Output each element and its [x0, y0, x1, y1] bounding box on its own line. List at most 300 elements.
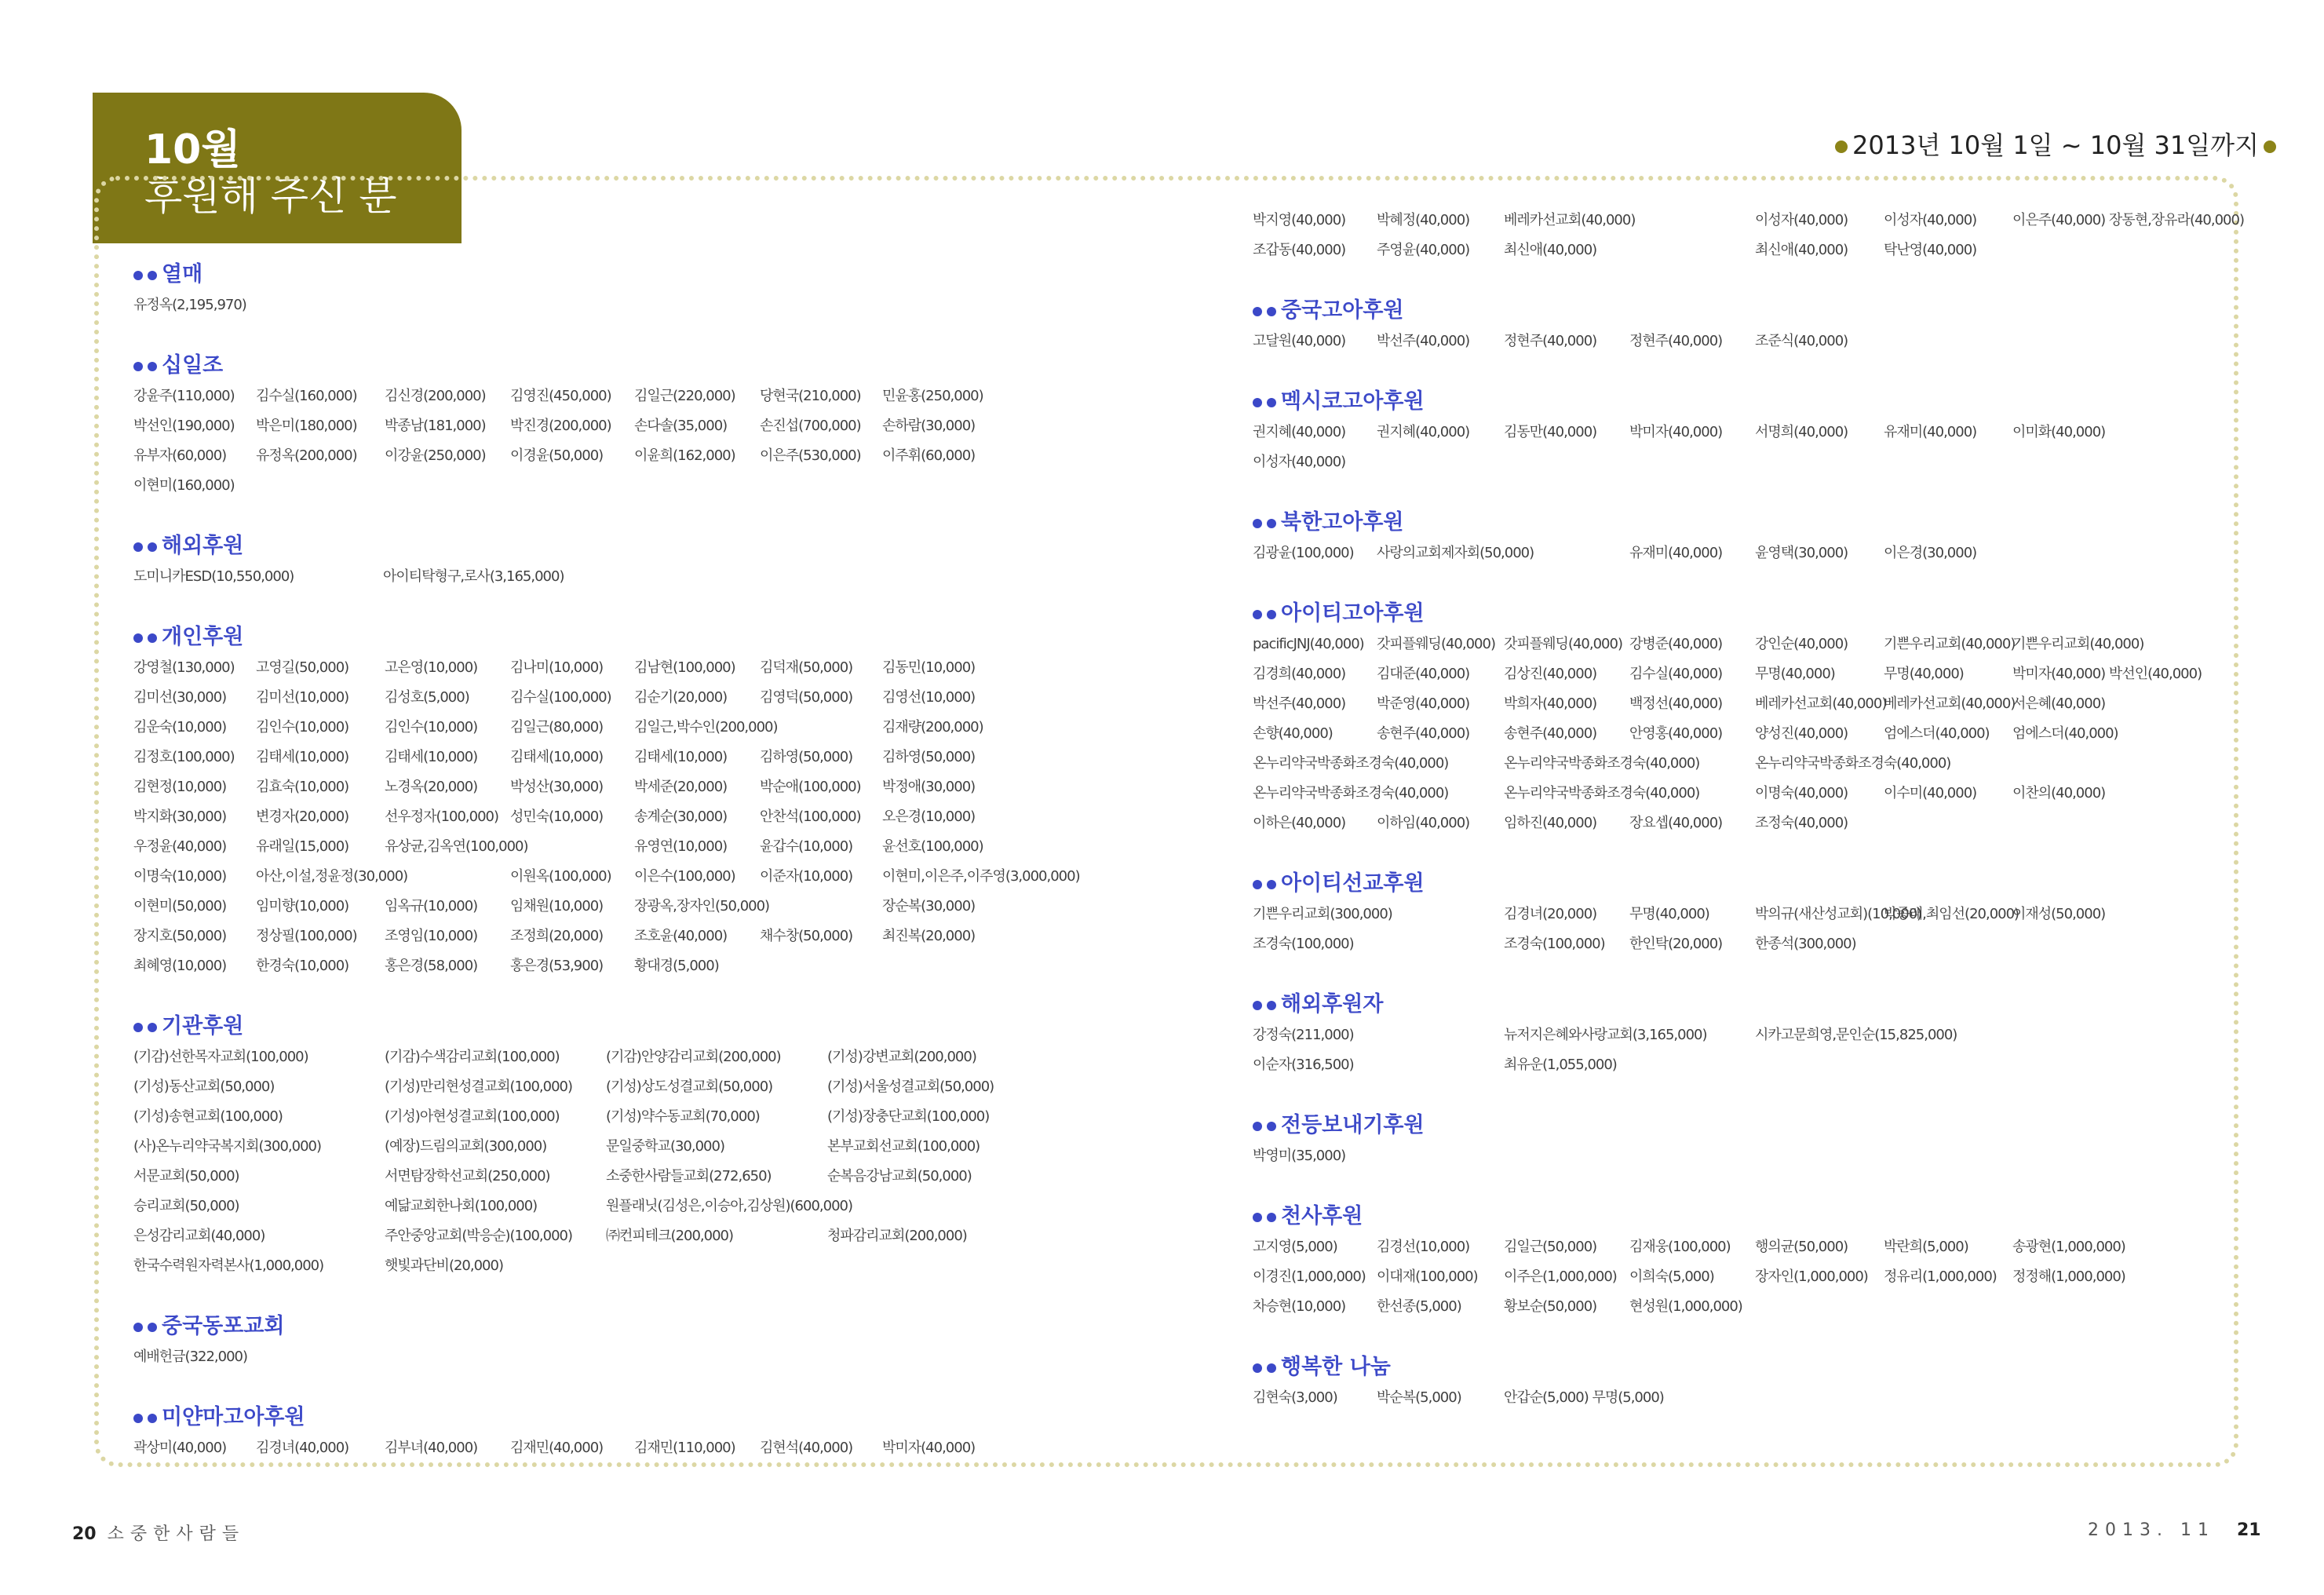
donor-entry: 김인수(10,000) — [385, 719, 478, 735]
donor-entry: 기쁜우리교회(300,000) — [1253, 906, 1392, 922]
donor-entry: (기성)장충단교회(100,000) — [827, 1108, 990, 1125]
section-title: 십일조 — [162, 353, 224, 378]
donor-entry: 아산,이설,정윤정(30,000) — [256, 868, 408, 885]
donor-list — [133, 1433, 1185, 1463]
donor-entry: 김수실(160,000) — [256, 388, 357, 404]
bullet-icon — [133, 1414, 143, 1423]
bullet-icon — [133, 1023, 143, 1032]
donor-entry: 갓피플웨딩(40,000) — [1504, 636, 1622, 652]
donor-entry: 이주은(1,000,000) — [1504, 1268, 1617, 1285]
donor-entry: 최진복(20,000) — [882, 928, 976, 944]
bullet-icon — [1267, 610, 1276, 619]
donor-entry — [882, 951, 1031, 981]
donor-entry: 한국수력원자력본사(1,000,000) — [133, 1257, 324, 1274]
donor-list — [1253, 1383, 2226, 1413]
donor-entry: 임채원(10,000) — [510, 898, 604, 914]
donor-entry — [1377, 1020, 1504, 1050]
donor-entry: 한경숙(10,000) — [256, 958, 349, 974]
donor-entry — [1884, 929, 2012, 959]
donor-entry: 갓피플웨딩(40,000) — [1377, 636, 1495, 652]
section-haiti-orphan — [1253, 598, 2226, 838]
donor-entry: 유정옥(2,195,970) — [133, 297, 246, 313]
donor-entry: 햇빛과단비(20,000) — [385, 1257, 503, 1274]
donor-entry: 이명숙(40,000) — [1755, 785, 1848, 801]
donor-entry: 탁난영(40,000) — [1884, 242, 1977, 258]
title-sub: 후원해 주신 분 — [144, 173, 397, 219]
section-title: 아이티고아후원 — [1281, 601, 1425, 626]
bullet-icon — [1267, 307, 1276, 316]
donor-entry: 박세준(20,000) — [634, 779, 728, 795]
donor-entry: 김재민(40,000) — [510, 1440, 604, 1456]
donor-entry: 조갑동(40,000) — [1253, 242, 1346, 258]
donor-entry: 임하진(40,000) — [1504, 815, 1597, 831]
donor-entry — [827, 1251, 1063, 1281]
donor-entry: 김일근(220,000) — [634, 388, 735, 404]
section-tithe — [133, 350, 1185, 501]
donor-list — [133, 562, 1185, 592]
donor-entry: 이찬의(40,000) — [2012, 785, 2106, 801]
donor-entry — [1884, 1050, 2012, 1080]
donor-entry — [1884, 447, 2012, 477]
donor-entry: 이은경(30,000) — [1884, 545, 1977, 561]
donor-entry: 유재미(40,000) — [1884, 424, 1977, 440]
bullet-icon — [148, 633, 157, 643]
donor-entry: 박영미(35,000) — [1253, 1148, 1346, 1164]
donor-entry: 김정호(100,000) — [133, 749, 235, 765]
donor-entry: 베레카선교회(40,000) — [1755, 695, 1887, 712]
section-china-orphan — [1253, 295, 2226, 356]
footer-left — [72, 1520, 245, 1545]
donor-entry — [1629, 1050, 1755, 1080]
donor-entry: 이명숙(10,000) — [133, 868, 227, 885]
donor-entry: 엄에스더(40,000) — [2012, 725, 2118, 742]
donor-entry: 김현석(40,000) — [760, 1440, 853, 1456]
donor-entry: 베레카선교회(40,000) — [1504, 212, 1636, 228]
donor-list — [1253, 538, 2226, 568]
donor-entry — [1629, 447, 1755, 477]
donor-entry: 윤영택(30,000) — [1755, 545, 1848, 561]
donor-entry — [1629, 206, 1755, 235]
donor-entry: 유래일(15,000) — [256, 838, 349, 855]
donor-entry — [1629, 749, 1755, 779]
donor-entry: 김운숙(10,000) — [133, 719, 227, 735]
bullet-icon — [1253, 398, 1262, 407]
donor-entry: 박순애(100,000) — [760, 779, 861, 795]
donor-entry: 김재량(200,000) — [882, 719, 983, 735]
donor-entry: 정유리(1,000,000) — [1884, 1268, 1997, 1285]
donor-entry: 정현주(40,000) — [1504, 333, 1597, 349]
bullet-icon — [1267, 519, 1276, 528]
section-title: 해외후원자 — [1281, 992, 1384, 1016]
donor-entry — [606, 1251, 827, 1281]
donor-entry: 안영홍(40,000) — [1629, 725, 1723, 742]
donor-entry: 서문교회(50,000) — [133, 1168, 239, 1184]
donor-entry: 행의균(50,000) — [1755, 1239, 1848, 1255]
donor-entry: 조경숙(100,000) — [1504, 936, 1605, 952]
donor-entry: 정상필(100,000) — [256, 928, 357, 944]
donor-entry: 박정애(30,000) — [882, 779, 976, 795]
donor-entry: 박선주(40,000) — [1253, 695, 1346, 712]
donor-entry: (기감)수색감리교회(100,000) — [385, 1049, 560, 1065]
donor-entry — [1884, 1383, 2012, 1413]
donor-entry: 정현주(40,000) — [1629, 333, 1723, 349]
bullet-icon — [133, 362, 143, 371]
donor-entry: 온누리약국박종화조경숙(40,000) — [1504, 785, 1700, 801]
donor-entry: 한선종(5,000) — [1377, 1298, 1461, 1315]
donor-entry: 강정숙(211,000) — [1253, 1027, 1354, 1043]
donor-entry — [1377, 929, 1504, 959]
donor-list — [133, 1042, 1185, 1281]
donor-entry — [1504, 538, 1629, 568]
donor-entry: 노경옥(20,000) — [385, 779, 478, 795]
donor-entry: 이원옥(100,000) — [510, 868, 611, 885]
donor-entry: 김대준(40,000) — [1377, 666, 1470, 682]
donor-entry: 조정희(20,000) — [510, 928, 604, 944]
section-title: 중국동포교회 — [162, 1314, 285, 1338]
donor-entry: 이경윤(50,000) — [510, 447, 604, 464]
donor-entry: 이성자(40,000) — [1253, 454, 1346, 470]
donor-entry: 뉴저지은혜와사랑교회(3,165,000) — [1504, 1027, 1707, 1043]
donor-entry — [1884, 327, 2012, 356]
donor-list — [133, 381, 1185, 501]
donor-entry: 김하영(50,000) — [882, 749, 976, 765]
donor-entry: 김동민(10,000) — [882, 659, 976, 676]
bullet-icon — [133, 271, 143, 280]
donor-entry — [1629, 235, 1755, 265]
donor-list — [1253, 327, 2226, 356]
donor-entry — [1629, 1020, 1755, 1050]
donor-entry: 이하은(40,000) — [1253, 815, 1346, 831]
title-month: 10월 — [144, 126, 241, 173]
donor-entry: 유부자(60,000) — [133, 447, 227, 464]
donor-entry: 엄에스더(40,000) — [1884, 725, 1990, 742]
donor-entry: 김수실(100,000) — [510, 689, 611, 706]
donor-entry: 박선주(40,000) — [1377, 333, 1470, 349]
donor-entry — [1884, 808, 2012, 838]
bullet-icon — [1253, 610, 1262, 619]
donor-entry: 박준영(40,000) — [1377, 695, 1470, 712]
section-title: 아이티선교후원 — [1281, 871, 1425, 896]
donor-entry: (예장)드림의교회(300,000) — [385, 1138, 547, 1155]
donor-entry: 유영연(10,000) — [634, 838, 728, 855]
donor-entry: 박진경(200,000) — [510, 418, 611, 434]
donor-entry: 박미자(40,000) — [1629, 424, 1723, 440]
donor-entry: 김덕재(50,000) — [760, 659, 853, 676]
donor-entry: 이은수(100,000) — [634, 868, 735, 885]
donor-entry: 박란희(5,000) — [1884, 1239, 1968, 1255]
section-title: 미얀마고아후원 — [162, 1405, 305, 1429]
donor-entry — [1629, 779, 1755, 808]
donor-entry: 박희자(40,000) — [1504, 695, 1597, 712]
donor-entry: 김미선(10,000) — [256, 689, 349, 706]
donor-entry: 조경숙(100,000) — [1253, 936, 1354, 952]
donor-entry: 서면탐장학선교회(250,000) — [385, 1168, 550, 1184]
section-title: 북한고아후원 — [1281, 510, 1404, 535]
donor-entry: 이현미(160,000) — [133, 477, 235, 494]
donor-entry: 최유운(1,055,000) — [1504, 1057, 1617, 1073]
donor-entry — [1377, 900, 1504, 929]
donor-entry: 주안중앙교회(박응순)(100,000) — [385, 1228, 573, 1244]
donor-list — [1253, 418, 2226, 477]
donor-entry — [2012, 235, 2201, 265]
section-title: 기관후원 — [162, 1014, 244, 1038]
donor-entry: 김현숙(3,000) — [1253, 1389, 1337, 1406]
donor-entry: 안갑순(5,000) 무명(5,000) — [1504, 1389, 1664, 1406]
bullet-icon — [148, 1323, 157, 1332]
donor-entry: 무명(40,000) — [1629, 906, 1709, 922]
donor-entry: 기쁜우리교회(40,000) — [1884, 636, 2016, 652]
donor-entry: 윤갑수(10,000) — [760, 838, 853, 855]
donor-entry: 김수실(40,000) — [1629, 666, 1723, 682]
donor-entry: 서은혜(40,000) — [2012, 695, 2106, 712]
donor-entry: 최신애(40,000) — [1755, 242, 1848, 258]
donor-entry: 권지혜(40,000) — [1377, 424, 1470, 440]
donor-entry: 홍은경(58,000) — [385, 958, 478, 974]
donor-entry — [2012, 808, 2201, 838]
donor-entry: 아이티탁형구,로사(3,165,000) — [383, 568, 564, 585]
donor-entry: 장지호(50,000) — [133, 928, 227, 944]
donor-entry — [2012, 447, 2201, 477]
donor-entry: 조영임(10,000) — [385, 928, 478, 944]
donor-entry: 박은미(180,000) — [256, 418, 357, 434]
donor-list — [1253, 1232, 2226, 1322]
left-column — [133, 259, 1185, 1493]
donor-entry: 김나미(10,000) — [510, 659, 604, 676]
section-overseas — [133, 531, 1185, 592]
donor-entry: 김영덕(50,000) — [760, 689, 853, 706]
section-happy-sharing — [1253, 1352, 2226, 1413]
donor-entry: 한종석(300,000) — [1755, 936, 1856, 952]
donor-entry: 온누리약국박종화조경숙(40,000) — [1755, 755, 1951, 772]
bullet-icon — [148, 271, 157, 280]
donor-list — [1253, 900, 2226, 959]
donor-entry: 오은경(10,000) — [882, 808, 976, 825]
right-column — [1253, 206, 2244, 1443]
donor-entry: 김부녀(40,000) — [385, 1440, 478, 1456]
issue-date: 2013. 11 — [2088, 1520, 2215, 1540]
donor-entry: 김재웅(100,000) — [1629, 1239, 1731, 1255]
donor-entry: 변경자(20,000) — [256, 808, 349, 825]
donor-entry: 고은영(10,000) — [385, 659, 478, 676]
donor-entry: 임옥규(10,000) — [385, 898, 478, 914]
donor-entry — [2012, 1050, 2201, 1080]
donor-entry: (기성)강변교회(200,000) — [827, 1049, 976, 1065]
donor-entry — [827, 1192, 1063, 1221]
donor-entry: 강윤주(110,000) — [133, 388, 235, 404]
donor-entry: 강영철(130,000) — [133, 659, 235, 676]
donor-entry — [510, 832, 634, 862]
donor-entry: 송광현(1,000,000) — [2012, 1239, 2125, 1255]
donor-entry — [1755, 447, 1884, 477]
bullet-icon — [1267, 1363, 1276, 1373]
donor-entry: 민윤홍(250,000) — [882, 388, 983, 404]
section-title: 천사후원 — [1281, 1204, 1363, 1228]
donor-entry: 박의규(새산성교회)(10,000) — [1755, 906, 1922, 922]
donor-entry: 최혜영(10,000) — [133, 958, 227, 974]
donor-entry: (기성)동산교회(50,000) — [133, 1079, 275, 1095]
donor-entry: 김경녀(40,000) — [256, 1440, 349, 1456]
bullet-icon — [2264, 141, 2276, 153]
donor-entry — [760, 713, 882, 743]
donor-entry: 성민숙(10,000) — [510, 808, 604, 825]
donor-entry: 시카고문희영,문인순(15,825,000) — [1755, 1027, 1957, 1043]
section-yeolmae — [133, 259, 1185, 320]
section-mexico-orphan — [1253, 386, 2226, 477]
donor-entry: 김동만(40,000) — [1504, 424, 1597, 440]
donor-entry: 예닮교회한나회(100,000) — [385, 1198, 538, 1214]
donor-entry: ㈜컨피테크(200,000) — [606, 1228, 734, 1244]
donor-entry: 무명(40,000) — [1884, 666, 1964, 682]
donor-list — [133, 290, 1185, 320]
donor-entry — [1629, 1383, 1755, 1413]
donor-entry — [760, 951, 882, 981]
donor-entry — [385, 862, 510, 892]
donor-entry: 김상진(40,000) — [1504, 666, 1597, 682]
donor-entry: (기성)약수동교회(70,000) — [606, 1108, 760, 1125]
period-label — [1830, 126, 2281, 162]
section-lamp — [1253, 1110, 2226, 1171]
page-number-right: 21 — [2236, 1520, 2261, 1540]
donor-entry: 박미자(40,000) 박선인(40,000) — [2012, 666, 2202, 682]
donor-entry: 김남현(100,000) — [634, 659, 735, 676]
donor-entry — [760, 892, 882, 922]
donor-entry: 손향(40,000) — [1253, 725, 1333, 742]
donor-entry: 이준자(10,000) — [760, 868, 853, 885]
donor-entry — [2012, 327, 2201, 356]
donor-entry — [1755, 1383, 1884, 1413]
donor-entry: 이은주(40,000) 장동현,장유라(40,000) — [2012, 212, 2244, 228]
donor-entry: 원플래닛(김성은,이승아,김상원)(600,000) — [606, 1198, 853, 1214]
bullet-icon — [1253, 1001, 1262, 1010]
donor-list — [1253, 1141, 2226, 1171]
donor-entry: 김현정(10,000) — [133, 779, 227, 795]
donor-entry: 박지영(40,000) — [1253, 212, 1346, 228]
donor-entry: 이수미(40,000) — [1884, 785, 1977, 801]
section-continued — [1253, 206, 2244, 265]
donor-entry: 이대재(100,000) — [1377, 1268, 1478, 1285]
donor-entry — [1755, 1050, 1884, 1080]
donor-entry: 정정해(1,000,000) — [2012, 1268, 2125, 1285]
donor-entry — [2012, 538, 2201, 568]
donor-entry: 은성감리교회(40,000) — [133, 1228, 265, 1244]
donor-entry: 주영윤(40,000) — [1377, 242, 1470, 258]
bullet-icon — [1253, 1122, 1262, 1131]
donor-entry: 서명희(40,000) — [1755, 424, 1848, 440]
section-title: 열매 — [162, 262, 203, 287]
section-myanmar — [133, 1402, 1185, 1463]
bullet-icon — [148, 362, 157, 371]
donor-entry: 박혜정(40,000) — [1377, 212, 1470, 228]
bullet-icon — [148, 1414, 157, 1423]
donor-list — [133, 1342, 1185, 1372]
section-overseas-sponsors — [1253, 989, 2226, 1080]
donor-list — [1253, 630, 2226, 838]
bullet-icon — [148, 542, 157, 552]
bullet-icon — [133, 633, 143, 643]
section-title: 해외후원 — [162, 534, 244, 558]
donor-entry: 김인수(10,000) — [256, 719, 349, 735]
donor-entry — [2012, 1292, 2201, 1322]
donor-entry: 도미니카ESD(10,550,000) — [133, 568, 294, 585]
bullet-icon — [1253, 307, 1262, 316]
donor-entry: 이재성(50,000) — [2012, 906, 2106, 922]
donor-entry: 김효숙(10,000) — [256, 779, 349, 795]
donor-entry: 고지영(5,000) — [1253, 1239, 1337, 1255]
donor-entry: 유재미(40,000) — [1629, 545, 1723, 561]
donor-entry — [1377, 749, 1504, 779]
donor-entry — [1884, 1292, 2012, 1322]
donor-entry: 김하영(50,000) — [760, 749, 853, 765]
donor-entry — [1377, 1050, 1504, 1080]
donor-entry: 현성원(1,000,000) — [1629, 1298, 1742, 1315]
donor-entry: 청파감리교회(200,000) — [827, 1228, 967, 1244]
section-angel — [1253, 1201, 2226, 1322]
donor-entry: 송계순(30,000) — [634, 808, 728, 825]
bullet-icon — [1267, 1213, 1276, 1222]
donor-entry: 이경진(1,000,000) — [1253, 1268, 1366, 1285]
donor-entry: 순복음강남교회(50,000) — [827, 1168, 972, 1184]
donor-entry: 김광윤(100,000) — [1253, 545, 1354, 561]
donor-entry: 강인순(40,000) — [1755, 636, 1848, 652]
donor-entry: 손하람(30,000) — [882, 418, 976, 434]
section-title: 행복한 나눔 — [1281, 1355, 1391, 1379]
donor-entry: 소중한사람들교회(272,650) — [606, 1168, 772, 1184]
donor-entry: 권지혜(40,000) — [1253, 424, 1346, 440]
donor-entry: 김순기(20,000) — [634, 689, 728, 706]
donor-entry: 이성자(40,000) — [1755, 212, 1848, 228]
donor-entry — [2012, 1020, 2201, 1050]
bullet-icon — [133, 1323, 143, 1332]
section-individual — [133, 622, 1185, 981]
donor-list — [1253, 206, 2244, 265]
donor-entry: 양성진(40,000) — [1755, 725, 1848, 742]
donor-entry: 장요셉(40,000) — [1629, 815, 1723, 831]
donor-entry: 박성산(30,000) — [510, 779, 604, 795]
donor-entry: (기감)안양감리교회(200,000) — [606, 1049, 781, 1065]
donor-entry — [1377, 447, 1504, 477]
donor-entry — [2012, 749, 2201, 779]
donor-entry: 김일근(50,000) — [1504, 1239, 1597, 1255]
donor-entry: 홍은경(53,900) — [510, 958, 604, 974]
donor-entry: 김경희(40,000) — [1253, 666, 1346, 682]
donor-entry: 김경선(10,000) — [1377, 1239, 1470, 1255]
donor-entry: 장광옥,장자인(50,000) — [634, 898, 770, 914]
donor-entry: 이현미,이은주,이주영(3,000,000) — [882, 868, 1080, 885]
donor-entry: 박선인(190,000) — [133, 418, 235, 434]
donor-entry: (기성)아현성결교회(100,000) — [385, 1108, 560, 1125]
donor-entry: (기성)송현교회(100,000) — [133, 1108, 283, 1125]
donor-entry: 승리교회(50,000) — [133, 1198, 239, 1214]
donor-entry: 선우정자(100,000) — [385, 808, 499, 825]
donor-entry: 손진섭(700,000) — [760, 418, 861, 434]
donor-entry: 이주휘(60,000) — [882, 447, 976, 464]
section-china-church — [133, 1311, 1185, 1372]
period-text: 2013년 10월 1일 ~ 10월 31일까지 — [1852, 130, 2260, 160]
donor-entry: 김태세(10,000) — [385, 749, 478, 765]
bullet-icon — [1267, 880, 1276, 889]
bullet-icon — [1267, 398, 1276, 407]
donor-entry: 예배헌금(322,000) — [133, 1349, 248, 1365]
donor-entry: 채수창(50,000) — [760, 928, 853, 944]
donor-entry: 조호윤(40,000) — [634, 928, 728, 944]
donor-entry: 조준식(40,000) — [1755, 333, 1848, 349]
donor-entry: 김영진(450,000) — [510, 388, 611, 404]
bullet-icon — [1253, 519, 1262, 528]
donor-entry: 조정숙(40,000) — [1755, 815, 1848, 831]
donor-entry: 이강윤(250,000) — [385, 447, 486, 464]
donor-entry: (기성)상도성결교회(50,000) — [606, 1079, 773, 1095]
donor-entry: 장순복(30,000) — [882, 898, 976, 914]
